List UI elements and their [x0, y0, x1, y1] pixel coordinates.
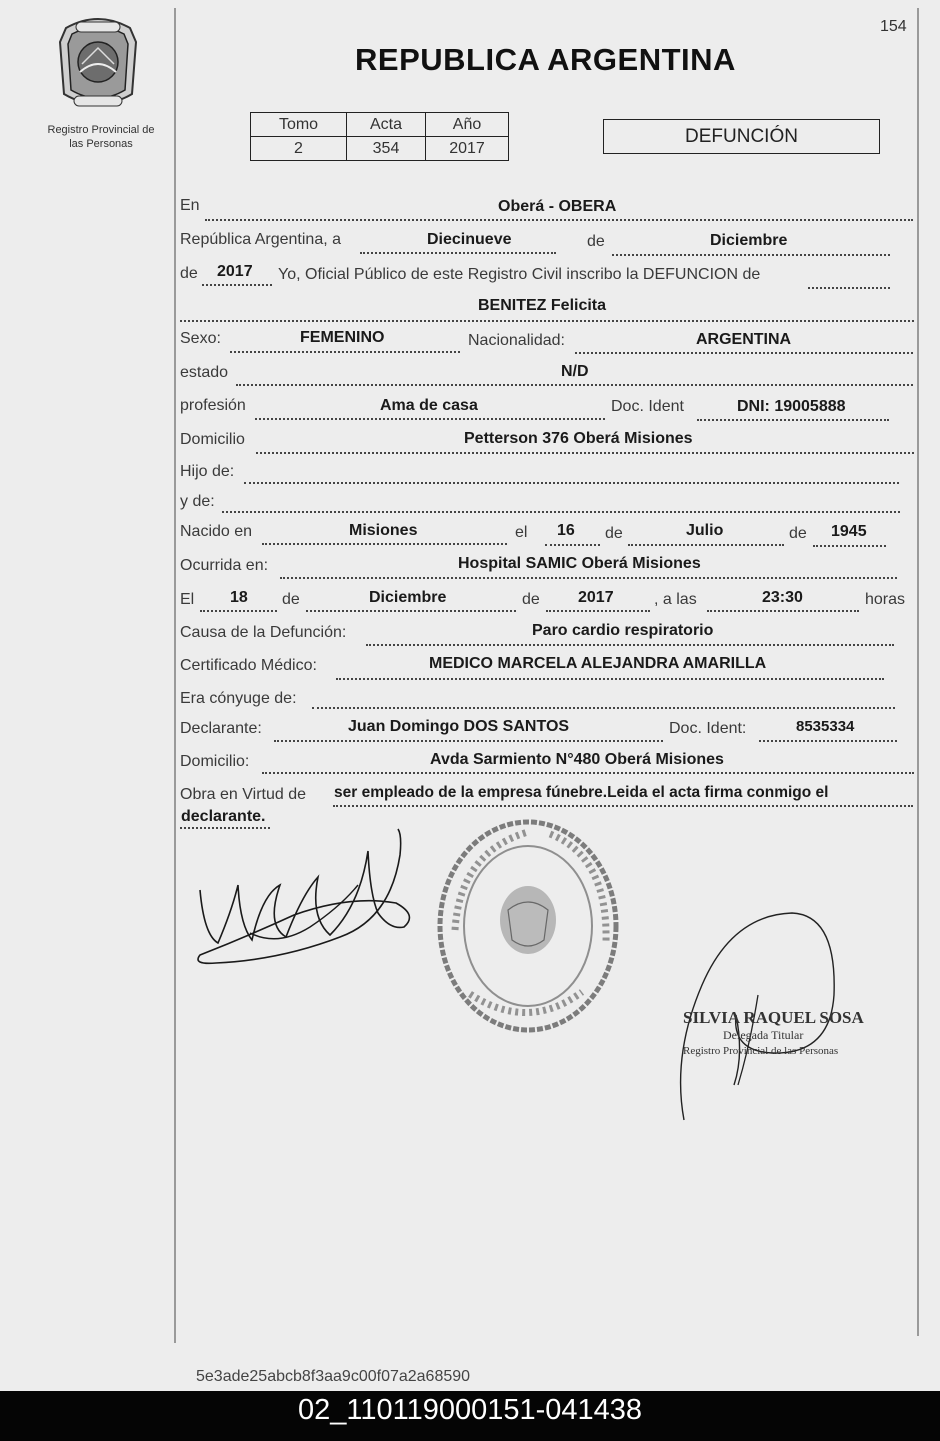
official-office: Registro Provincial de las Personas — [683, 1045, 839, 1057]
sexo-value: FEMENINO — [300, 329, 385, 346]
declarante-line — [274, 740, 663, 742]
year-value: 2017 — [217, 263, 253, 280]
page-number: 154 — [880, 18, 907, 35]
obra-line-1 — [333, 805, 913, 807]
el-cap-label: El — [180, 591, 195, 608]
profesion-label: profesión — [180, 397, 246, 414]
y-de-label: y de: — [180, 493, 215, 510]
year-line — [202, 284, 272, 286]
domicilio2-label: Domicilio: — [180, 753, 250, 770]
tomo-header: Tomo — [251, 113, 347, 137]
place-value: Oberá - OBERA — [498, 198, 617, 215]
doc-ident-value: DNI: 19005888 — [737, 398, 846, 415]
deceased-name-line — [180, 320, 914, 322]
death-time-value: 23:30 — [762, 589, 803, 606]
reference-table-value-row — [251, 137, 509, 161]
de-label-2: de — [180, 265, 198, 282]
birth-day-line — [545, 544, 600, 546]
hijo-de-line — [244, 482, 899, 484]
reference-table — [250, 112, 509, 161]
declarante-value: Juan Domingo DOS SANTOS — [348, 718, 570, 735]
doc-ident-label: Doc. Ident — [611, 398, 684, 415]
official-title: Delegada Titular — [723, 1028, 804, 1042]
month-text-value: Diciembre — [710, 232, 788, 249]
de-label-3: de — [605, 525, 623, 542]
causa-label: Causa de la Defunción: — [180, 624, 347, 641]
profesion-line — [255, 418, 605, 420]
en-label: En — [180, 197, 200, 214]
domicilio2-line — [262, 772, 914, 774]
nacido-en-value: Misiones — [349, 522, 418, 539]
doc-ident2-label: Doc. Ident: — [669, 720, 747, 737]
doc-ident-line — [697, 419, 889, 421]
handwritten-signature-icon — [190, 815, 420, 990]
acta-header: Acta — [347, 113, 426, 137]
birth-day-value: 16 — [557, 522, 575, 539]
reference-table-header-row — [251, 113, 509, 137]
conyuge-label: Era cónyuge de: — [180, 690, 297, 707]
nacido-en-line — [262, 543, 507, 545]
death-month-line — [306, 610, 516, 612]
ocurrida-label: Ocurrida en: — [180, 557, 269, 574]
de-label: de — [587, 233, 605, 250]
profesion-value: Ama de casa — [380, 397, 478, 414]
declarante-label: Declarante: — [180, 720, 262, 737]
obra-text-2: declarante. — [181, 808, 266, 825]
ocurrida-value: Hospital SAMIC Oberá Misiones — [458, 555, 701, 572]
conyuge-line — [312, 707, 895, 709]
birth-year-line — [813, 545, 886, 547]
oficial-text: Yo, Oficial Público de este Registro Civil inscribo la DEFUNCION de — [278, 266, 761, 283]
horas-label: horas — [865, 591, 906, 608]
nacido-en-label: Nacido en — [180, 523, 253, 540]
left-margin-line — [174, 8, 176, 1343]
causa-line — [366, 644, 894, 646]
y-de-line — [222, 511, 900, 513]
de-label-4: de — [789, 525, 807, 542]
sexo-line — [230, 351, 460, 353]
doc-ident2-line — [759, 740, 897, 742]
certificado-line — [336, 678, 884, 680]
obra-text-1: ser empleado de la empresa fúnebre.Leida el acta firma conmigo el — [334, 784, 829, 801]
certificado-label: Certificado Médico: — [180, 657, 317, 674]
death-year-line — [546, 610, 650, 612]
acta-value: 354 — [347, 137, 426, 161]
death-day-line — [200, 610, 277, 612]
tomo-value: 2 — [251, 137, 347, 161]
document-hash: 5e3ade25abcb8f3aa9c00f07a2a68590 — [196, 1368, 471, 1385]
provincia-de-misiones-seal-icon — [52, 14, 144, 114]
place-line — [205, 219, 913, 221]
birth-year-value: 1945 — [831, 523, 867, 540]
oficial-trailing-line — [808, 287, 890, 289]
sexo-label: Sexo: — [180, 330, 221, 347]
record-type-box: DEFUNCIÓN — [603, 119, 880, 154]
logo-caption-line1: Registro Provincial de — [47, 124, 155, 136]
logo-caption — [30, 123, 172, 151]
birth-month-line — [628, 544, 784, 546]
certificado-value: MEDICO MARCELA ALEJANDRA AMARILLA — [429, 655, 767, 672]
anio-value: 2017 — [426, 137, 509, 161]
footer-code: 02_110119000151-041438 — [297, 1394, 643, 1426]
day-text-value: Diecinueve — [427, 231, 512, 248]
republica-label: República Argentina, a — [180, 231, 341, 248]
death-year-value: 2017 — [578, 589, 614, 606]
day-text-line — [360, 252, 556, 254]
official-name: SILVIA RAQUEL SOSA — [683, 1008, 864, 1027]
registro-provincial-stamp-icon — [430, 812, 626, 1040]
death-month-value: Diciembre — [369, 589, 447, 606]
month-text-line — [612, 254, 890, 256]
page-title: REPUBLICA ARGENTINA — [355, 42, 736, 77]
anio-header: Año — [426, 113, 509, 137]
nacionalidad-label: Nacionalidad: — [468, 332, 565, 349]
nacionalidad-line — [575, 352, 913, 354]
de-label-6: de — [522, 591, 540, 608]
el-label: el — [515, 524, 528, 541]
domicilio-label: Domicilio — [180, 431, 245, 448]
a-las-label: , a las — [654, 591, 697, 608]
nacionalidad-value: ARGENTINA — [696, 331, 792, 348]
death-time-line — [707, 610, 859, 612]
domicilio-value: Petterson 376 Oberá Misiones — [464, 430, 693, 447]
right-margin-line — [917, 8, 919, 1336]
domicilio2-value: Avda Sarmiento N°480 Oberá Misiones — [430, 751, 724, 768]
estado-label: estado — [180, 364, 229, 381]
de-label-5: de — [282, 591, 300, 608]
ocurrida-line — [280, 577, 897, 579]
logo-caption-line2: las Personas — [69, 138, 133, 150]
causa-value: Paro cardio respiratorio — [532, 622, 714, 639]
hijo-de-label: Hijo de: — [180, 463, 235, 480]
domicilio-line — [256, 452, 914, 454]
deceased-name-value: BENITEZ Felicita — [478, 297, 607, 314]
estado-value: N/D — [561, 363, 589, 380]
obra-label: Obra en Virtud de — [180, 786, 307, 803]
birth-month-value: Julio — [686, 522, 724, 539]
doc-ident2-value: 8535334 — [796, 718, 855, 735]
death-day-value: 18 — [230, 589, 248, 606]
estado-line — [236, 384, 913, 386]
